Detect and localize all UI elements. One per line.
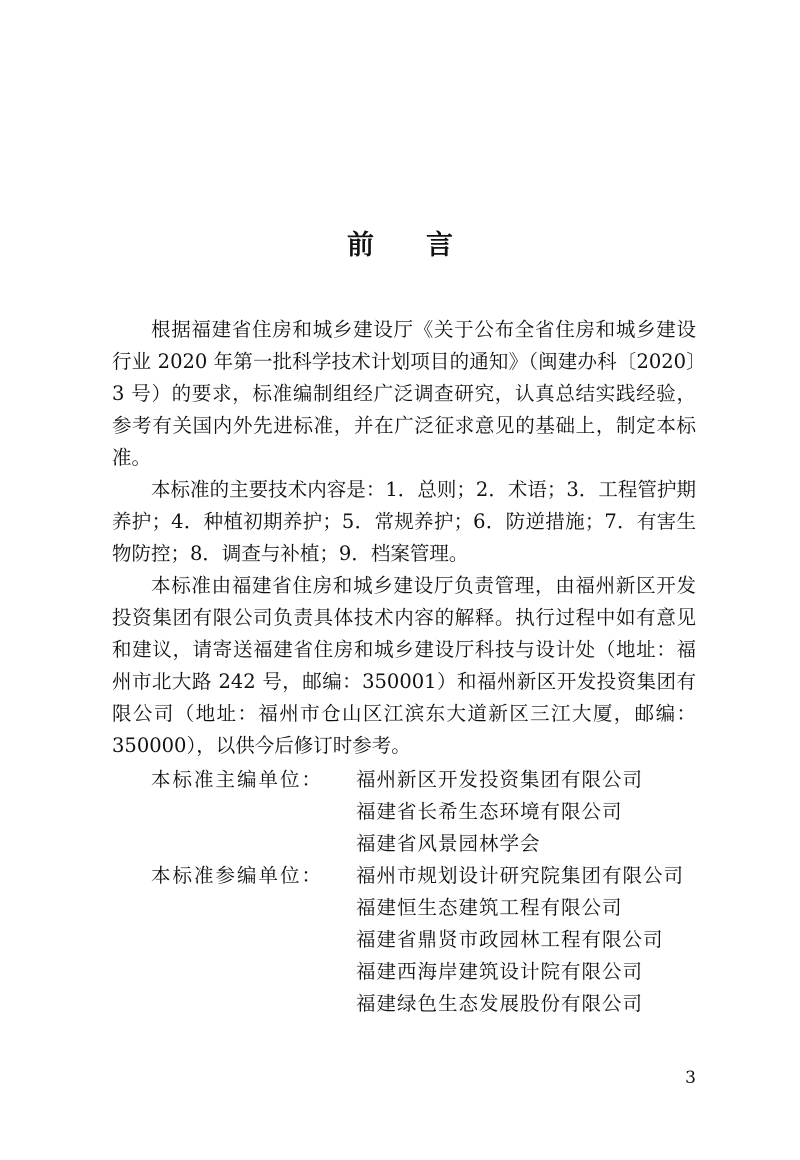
unit-name: 福建西海岸建筑设计院有限公司 [356,960,644,983]
unit-name: 福建省风景园林学会 [356,832,541,855]
page-title: 前言 [347,230,505,261]
unit-name: 福建绿色生态发展股份有限公司 [356,992,644,1015]
participating-units-list [356,860,696,1020]
participating-units-row [112,860,696,1020]
paragraph: 本标准的主要技术内容是：1．总则；2．术语；3．工程管护期养护；4．种植初期养护；5．常规养护；6．防逆措施；7．有害生物防控；8．调查与补植；9．档案管理。 [112,478,696,565]
page-number: 3 [685,1068,696,1088]
chief-units-list [356,764,696,860]
unit-name: 福建省长希生态环境有限公司 [356,800,623,823]
units-section [112,764,696,1020]
paragraph: 本标准由福建省住房和城乡建设厅负责管理，由福州新区开发投资集团有限公司负责具体技术内容的解释。执行过程中如有意见和建议，请寄送福建省住房和城乡建设厅科技与设计处（地址：福州市北大路 242 号，邮编：350001）和福州新区开发投资集团有限公司（地址：福州市仓山区江滨东大道新区三江大厦，邮编：350000），以供今后修订时参考。 [112,574,696,757]
chief-units-row [112,764,696,860]
unit-name: 福建省鼎贤市政园林工程有限公司 [356,928,664,951]
unit-name: 福建恒生态建筑工程有限公司 [356,896,623,919]
participating-units-label: 本标准参编单位： [151,864,324,887]
preface-body [112,314,696,762]
unit-name: 福州新区开发投资集团有限公司 [356,768,644,791]
paragraph: 根据福建省住房和城乡建设厅《关于公布全省住房和城乡建设行业 2020 年第一批科学技术计划项目的通知》（闽建办科〔2020〕3 号）的要求，标准编制组经广泛调查研究，认真总结实践经验，参考有关国内外先进标准，并在广泛征求意见的基础上，制定本标准。 [112,318,696,469]
unit-name: 福州市规划设计研究院集团有限公司 [356,864,685,887]
chief-units-label: 本标准主编单位： [151,768,324,791]
